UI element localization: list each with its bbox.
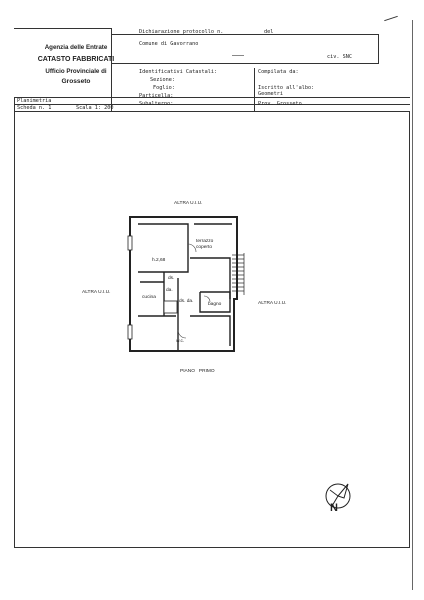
civ-label: civ. SNC xyxy=(327,54,352,60)
identificativi-label: Identificativi Catastali: xyxy=(139,69,218,75)
sezione-label: Sezione: xyxy=(150,77,175,83)
iscritto-label: Iscritto all'albo: xyxy=(258,85,315,91)
planimetria-label: Planimetria xyxy=(17,98,52,104)
floor-title: PIANO PRIMO xyxy=(180,369,215,374)
altra-uiu-right: ALTRA U.I.U. xyxy=(258,301,287,306)
altra-uiu-top: ALTRA U.I.U. xyxy=(174,201,203,206)
scala-label: Scala 1: 200 xyxy=(76,105,114,111)
prov-label: Prov. Grosseto xyxy=(258,101,302,107)
terrazzo-label: terrazzo coperto xyxy=(196,239,214,250)
catasto-title: CATASTO FABBRICATI xyxy=(37,56,115,63)
altra-uiu-left: ALTRA U.I.U. xyxy=(82,290,111,295)
ds-da-label: ds. da. xyxy=(179,299,194,304)
comune-label: Comune di Gavorrano xyxy=(139,41,199,47)
north-label: N xyxy=(330,502,338,514)
north-arrow-icon xyxy=(318,476,358,516)
subalterno-label: Subalterno: xyxy=(139,101,174,107)
wc-label: w.c. xyxy=(176,339,185,344)
ds-label: ds. xyxy=(168,276,175,281)
compilata-label: Compilata da: xyxy=(258,69,299,75)
cucina-label: cucina xyxy=(142,295,156,300)
room-height-label: h.2,68 xyxy=(152,258,166,263)
foglio-label: Foglio: xyxy=(153,85,175,91)
scheda-label: Scheda n. 1 xyxy=(17,105,52,111)
agency-name: Agenzia delle Entrate xyxy=(44,44,108,51)
particella-label: Particella: xyxy=(139,93,174,99)
iscritto-value: Geometri xyxy=(258,91,283,97)
protocol-label: Dichiarazione protocollo n. xyxy=(139,29,224,35)
da-label: da. xyxy=(166,288,173,293)
province-name: Grosseto xyxy=(61,78,91,85)
del-label: del xyxy=(264,29,274,35)
ufficio-label: Ufficio Provinciale di xyxy=(45,68,107,75)
bagno-label: bagno xyxy=(208,302,222,307)
